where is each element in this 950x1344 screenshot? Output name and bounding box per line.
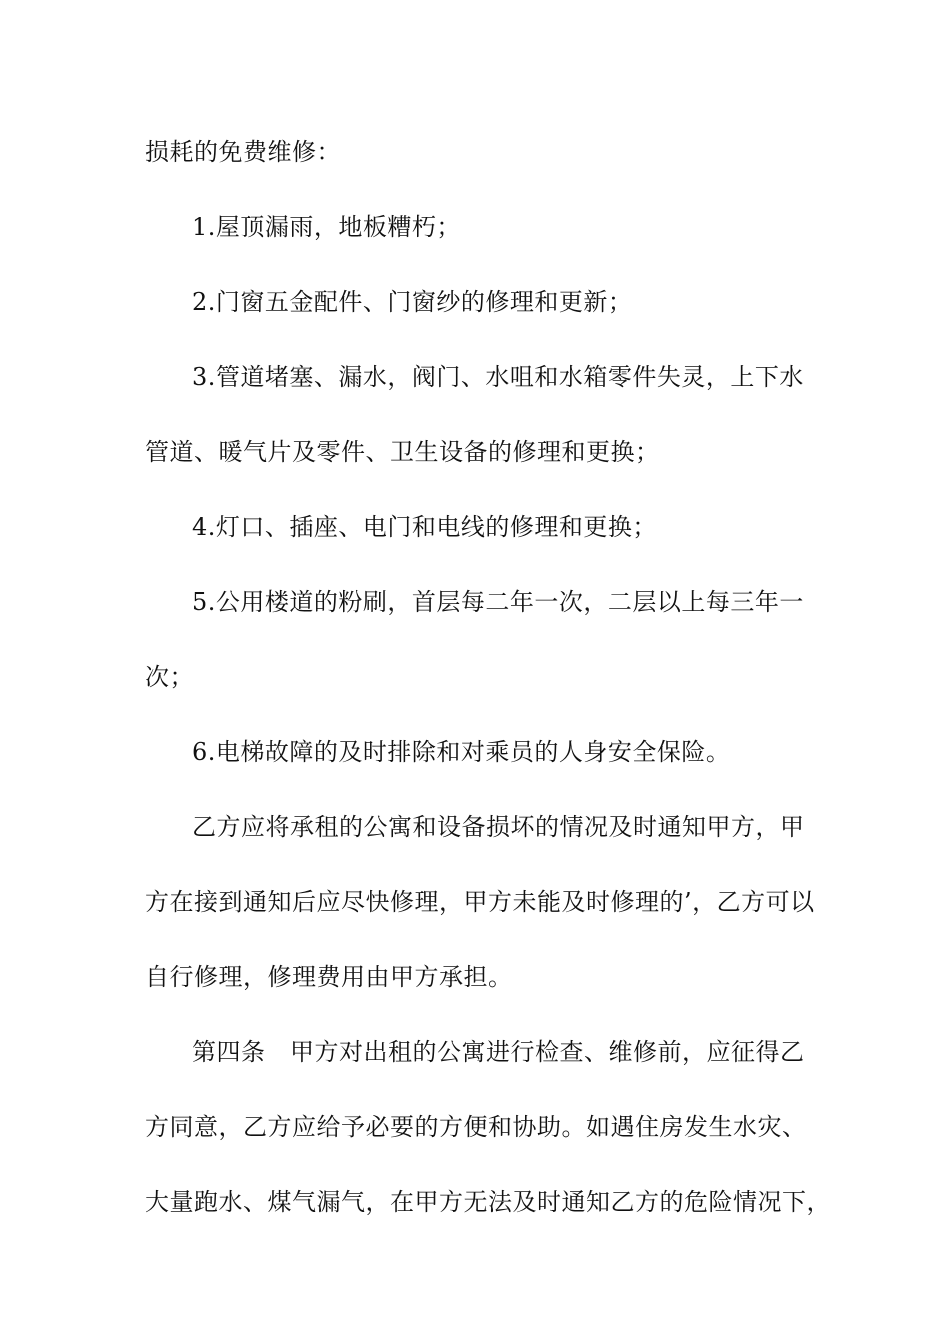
text-line: 自行修理，修理费用由甲方承担。 <box>145 963 513 991</box>
text-line: 管道、暖气片及零件、卫生设备的修理和更换； <box>145 438 660 466</box>
text-line: 5.公用楼道的粉刷，首层每二年一次，二层以上每三年一 <box>192 588 804 616</box>
text-line: 大量跑水、煤气漏气，在甲方无法及时通知乙方的危险情况下， <box>145 1188 831 1216</box>
text-line: 方同意，乙方应给予必要的方便和协助。如遇住房发生水灾、 <box>145 1113 807 1141</box>
text-line: 2.门窗五金配件、门窗纱的修理和更新； <box>192 288 633 316</box>
text-line: 次； <box>145 663 194 691</box>
text-line: 4.灯口、插座、电门和电线的修理和更换； <box>192 513 657 541</box>
text-line: 乙方应将承租的公寓和设备损坏的情况及时通知甲方，甲 <box>192 813 805 841</box>
text-line: 方在接到通知后应尽快修理，甲方未能及时修理的’，乙方可以 <box>145 888 815 916</box>
text-line: 1.屋顶漏雨，地板糟朽； <box>192 213 461 241</box>
text-line: 第四条 甲方对出租的公寓进行检查、维修前，应征得乙 <box>192 1038 805 1066</box>
text-line: 6.电梯故障的及时排除和对乘员的人身安全保险。 <box>192 738 731 766</box>
text-line: 损耗的免费维修： <box>145 138 341 166</box>
text-line: 3.管道堵塞、漏水，阀门、水咀和水箱零件失灵，上下水 <box>192 363 804 391</box>
